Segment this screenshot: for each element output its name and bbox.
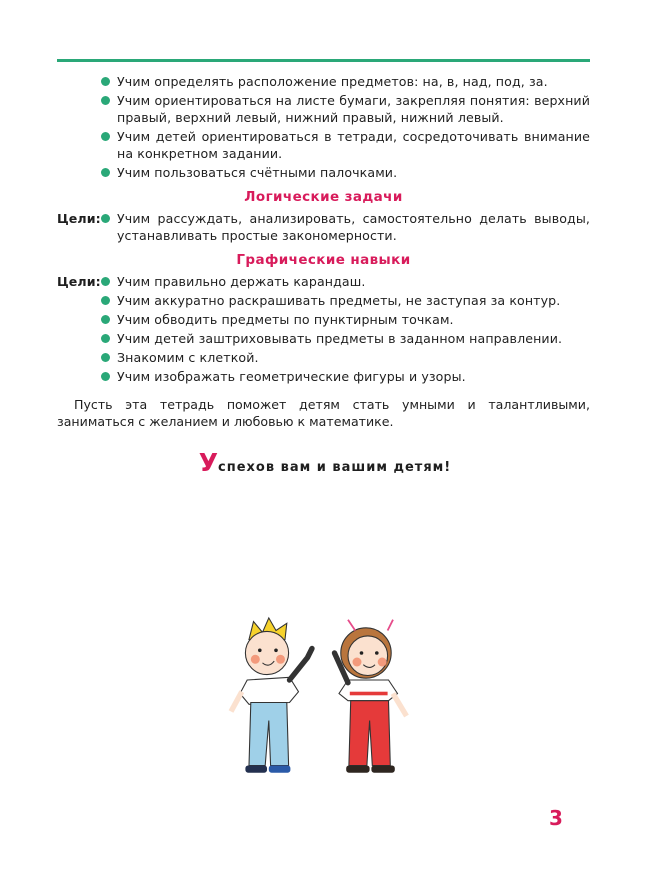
orientation-goals — [57, 73, 590, 387]
list-item — [57, 349, 590, 366]
girl-figure — [335, 620, 407, 773]
bullet-icon — [101, 372, 110, 381]
top-rule — [57, 59, 590, 62]
list-item — [57, 330, 590, 347]
list-item-text: Учим изображать геометрические фигуры и узоры. — [117, 369, 466, 384]
list-item — [57, 311, 590, 328]
bullet-icon — [101, 334, 110, 343]
list-item-text: Знакомим с клеткой. — [117, 350, 259, 365]
bullet-icon — [101, 132, 110, 141]
bullet-icon — [101, 96, 110, 105]
bullet-icon — [101, 277, 110, 286]
bullet-icon — [101, 353, 110, 362]
list-item-text: Учим пользоваться счётными палочками. — [117, 165, 398, 180]
list-item-text: Учим аккуратно раскрашивать предметы, не заступая за контур. — [117, 293, 561, 308]
list-item — [57, 292, 590, 309]
wish-initial: У — [198, 448, 219, 477]
children-illustration — [213, 608, 438, 788]
section-title-graphic: Графические навыки — [236, 252, 411, 268]
wish-text: спехов вам и вашим детям! — [218, 460, 452, 475]
list-item-text: Учим рассуждать, анализировать, самостоятельно делать выводы, устанавливать простые закономерности. — [117, 211, 590, 243]
bullet-icon — [101, 77, 110, 86]
list-item — [57, 92, 590, 126]
section-title-logic: Логические задачи — [244, 189, 403, 205]
goals-label: Цели: — [57, 211, 101, 226]
list-item-text: Учим обводить предметы по пунктирным точкам. — [117, 312, 454, 327]
page-number: 3 — [549, 806, 563, 830]
list-item-text: Учим ориентироваться на листе бумаги, закрепляя понятия: верхний правый, верхний левый, нижний правый, нижний левый. — [117, 93, 590, 125]
closing-paragraph: Пусть эта тетрадь поможет детям стать умными и талантливыми, заниматься с желанием и любовью к математике. — [57, 397, 590, 429]
list-item — [57, 73, 590, 90]
bullet-icon — [101, 315, 110, 324]
list-item — [57, 164, 590, 181]
list-item — [57, 368, 590, 385]
bullet-icon — [101, 168, 110, 177]
list-item-text: Учим правильно держать карандаш. — [117, 274, 366, 289]
list-item-text: Учим определять расположение предметов: на, в, над, под, за. — [117, 74, 548, 89]
bullet-icon — [101, 296, 110, 305]
boy-figure — [231, 618, 312, 773]
list-item — [57, 210, 590, 244]
list-item — [57, 128, 590, 162]
bullet-icon — [101, 214, 110, 223]
list-item-text: Учим детей заштриховывать предметы в заданном направлении. — [117, 331, 563, 346]
wish-line — [0, 448, 650, 477]
goals-label: Цели: — [57, 274, 101, 289]
list-item-text: Учим детей ориентироваться в тетради, сосредоточивать внимание на конкретном задании. — [117, 129, 590, 161]
list-item — [57, 273, 590, 290]
